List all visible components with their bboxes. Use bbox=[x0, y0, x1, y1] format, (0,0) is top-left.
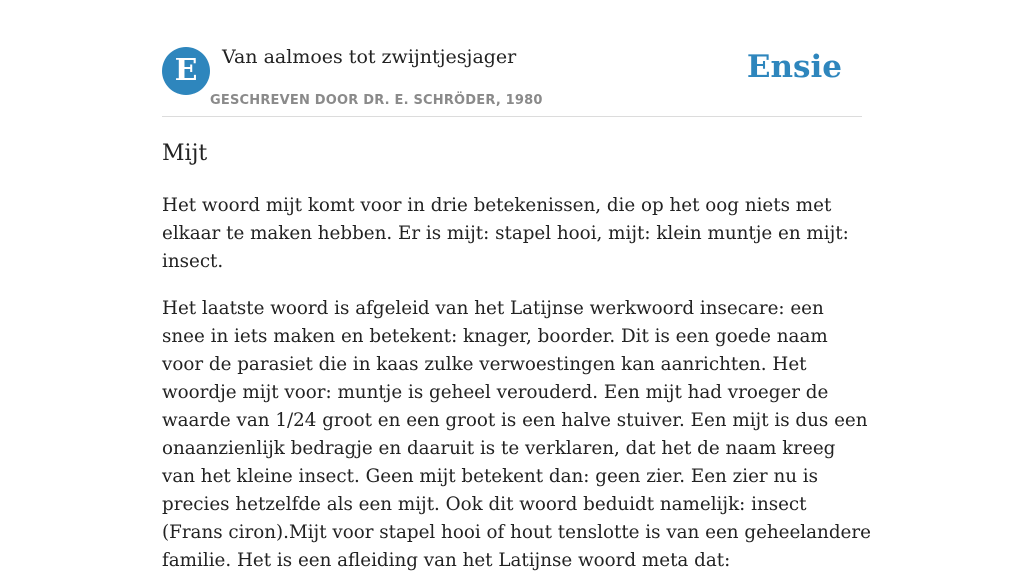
article-paragraph-2: Het laatste woord is afgeleid van het Latijnse werkwoord insecare: een snee in iets maken en betekent: knager, boorder. Dit is een goede naam voor de parasiet die in kaas zulke verwoestingen kan aanrichten. Het woordje mijt voor: muntje is geheel verouderd. Een mijt had vroeger de waarde van 1/24 groot en een groot is een halve stuiver. Een mijt is dus een onaanzienlijk bedragje en daaruit is te verklaren, dat het de naam kreeg van het kleine insect. Geen mijt betekent dan: geen zier. Een zier nu is precies hetzelfde als een mijt. Ook dit woord beduidt namelijk: insect (Frans ciron).Mijt voor stapel hooi of hout tenslotte is van een geheelandere familie. Het is een afleiding van het Latijnse woord meta dat: bbox=[162, 298, 871, 571]
article-title: Mijt bbox=[162, 141, 208, 166]
book-title[interactable]: Van aalmoes tot zwijntjesjager bbox=[222, 46, 517, 68]
article bbox=[162, 138, 872, 575]
article-paragraph-1: Het woord mijt komt voor in drie betekenissen, die op het oog niets met elkaar te maken hebben. Er is mijt: stapel hooi, mijt: klein muntje en mijt: insect. bbox=[162, 195, 849, 272]
author-byline: GESCHREVEN DOOR DR. E. SCHRÖDER, 1980 bbox=[210, 93, 543, 108]
brand-logo[interactable]: Ensie bbox=[746, 49, 842, 85]
ensie-logo-icon[interactable]: E bbox=[162, 47, 210, 95]
header bbox=[162, 46, 862, 117]
